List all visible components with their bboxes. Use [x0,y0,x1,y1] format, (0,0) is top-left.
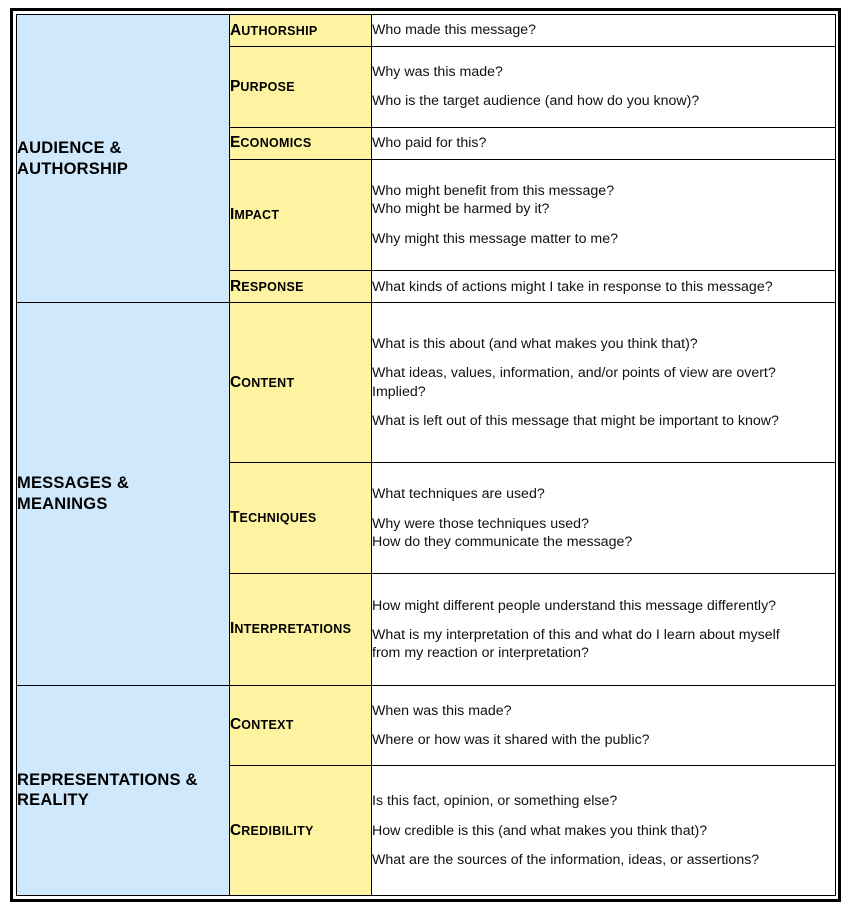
question-text: What are the sources of the information, ideas, or assertions? [372,851,760,868]
matrix-frame [10,8,841,902]
category-cell-messages-meanings [17,303,230,685]
question-text: Why might this message matter to me? [372,230,619,247]
category-cell-audience-authorship [17,15,230,303]
question-text: Implied? [372,383,426,400]
question-text: Where or how was it shared with the public? [372,731,650,748]
keyword-label: ECONOMICS [230,134,312,152]
questions-cell-impact [372,159,836,270]
questions-cell-techniques [372,463,836,574]
question-text: What is my interpretation of this and what do I learn about myself [372,626,780,643]
questions-cell-content [372,303,836,463]
keyword-label: INTERPRETATIONS [230,620,352,638]
question-text: Who paid for this? [372,135,487,152]
keyword-label: RESPONSE [230,277,304,295]
questions-cell-response [372,271,836,303]
keyword-cell-purpose [230,47,372,128]
table-row [17,303,836,463]
questions-cell-authorship [372,15,836,47]
questions-cell-interpretations [372,574,836,685]
keyword-cell-techniques [230,463,372,574]
keyword-cell-authorship [230,15,372,47]
keyword-label: AUTHORSHIP [230,21,318,39]
media-literacy-matrix [16,14,836,896]
keyword-label: CREDIBILITY [230,821,314,839]
question-text: When was this made? [372,702,512,719]
category-label: MESSAGES & MEANINGS [17,474,130,513]
keyword-label: PURPOSE [230,77,295,95]
table-row [17,685,836,766]
question-text: What techniques are used? [372,486,545,503]
keyword-label: IMPACT [230,206,280,223]
questions-cell-credibility [372,766,836,896]
questions-cell-economics [372,127,836,159]
keyword-cell-economics [230,127,372,159]
question-text: How might different people understand this message differently? [372,597,777,614]
keyword-cell-context [230,685,372,766]
questions-cell-purpose [372,47,836,128]
questions-cell-context [372,685,836,766]
question-text: Who might benefit from this message? [372,183,615,200]
keyword-label: CONTENT [230,373,295,391]
question-text: Why was this made? [372,64,503,81]
question-text: How credible is this (and what makes you think that)? [372,822,708,839]
question-text: from my reaction or interpretation? [372,645,589,662]
question-text: What ideas, values, information, and/or points of view are overt? [372,365,776,382]
question-text: What is left out of this message that might be important to know? [372,412,779,429]
question-text: Is this fact, opinion, or something else? [372,793,618,810]
question-text: Who made this message? [372,22,537,39]
keyword-cell-interpretations [230,574,372,685]
keyword-label: TECHNIQUES [230,509,317,527]
table-row [17,15,836,47]
question-text: What kinds of actions might I take in response to this message? [372,278,773,295]
question-text: Why were those techniques used? [372,515,589,532]
keyword-cell-credibility [230,766,372,896]
question-text: What is this about (and what makes you think that)? [372,336,698,353]
category-cell-representations-reality [17,685,230,895]
page-bottom-margin [0,904,851,912]
question-text: Who is the target audience (and how do you know)? [372,93,700,110]
keyword-label: CONTEXT [230,716,294,734]
category-label: REPRESENTATIONS & REALITY [17,770,198,810]
keyword-cell-impact [230,159,372,270]
keyword-cell-response [230,271,372,303]
question-text: Who might be harmed by it? [372,201,550,218]
question-text: How do they communicate the message? [372,533,633,550]
category-label: AUDIENCE & AUTHORSHIP [17,138,129,178]
keyword-cell-content [230,303,372,463]
